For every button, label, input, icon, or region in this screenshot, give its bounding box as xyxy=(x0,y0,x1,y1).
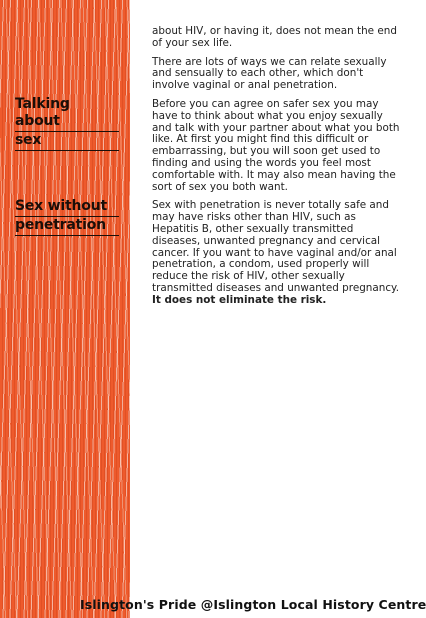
penetration-risks-text: Sex with penetration is never totally safe and may have risks other than HIV, such as Hepatitis B, other sexually transmitted diseases, unwanted pregnancy and cervical cancer. If you want to have vaginal and/or anal penetration, a condom, used properly will reduce the risk of HIV, other sexually transmitted diseases and unwanted pregnancy. xyxy=(152,199,400,294)
heading-line: sex xyxy=(15,132,119,151)
body-text xyxy=(152,26,402,314)
heading-line: Talking about xyxy=(15,96,119,132)
heading-line: Sex without xyxy=(15,198,119,217)
heading-line: penetration xyxy=(15,217,119,236)
credit-watermark: Islington's Pride @Islington Local History Centre xyxy=(80,597,426,612)
paragraph-hiv-sex-life: about HIV, or having it, does not mean the end of your sex life. xyxy=(152,25,397,49)
heading-sex-without-penetration xyxy=(15,198,119,236)
risk-warning-bold: It does not eliminate the risk. xyxy=(152,293,327,306)
orange-sidebar xyxy=(0,0,130,618)
paragraph-penetration-risks xyxy=(152,200,402,306)
paragraph-talking-about-sex: Before you can agree on safer sex you may have to think about what you enjoy sexually and talk with your partner about what you both like. At first you might find this difficult or embarrassing, but you will soon get used to finding and using the words you feel most comfortable with. It may also mean having the sort of sex you both want. xyxy=(152,97,400,193)
heading-talking-about-sex xyxy=(15,96,119,151)
paragraph-non-penetrative: There are lots of ways we can relate sexually and sensually to each other, which don't involve vaginal or anal penetration. xyxy=(152,55,387,92)
